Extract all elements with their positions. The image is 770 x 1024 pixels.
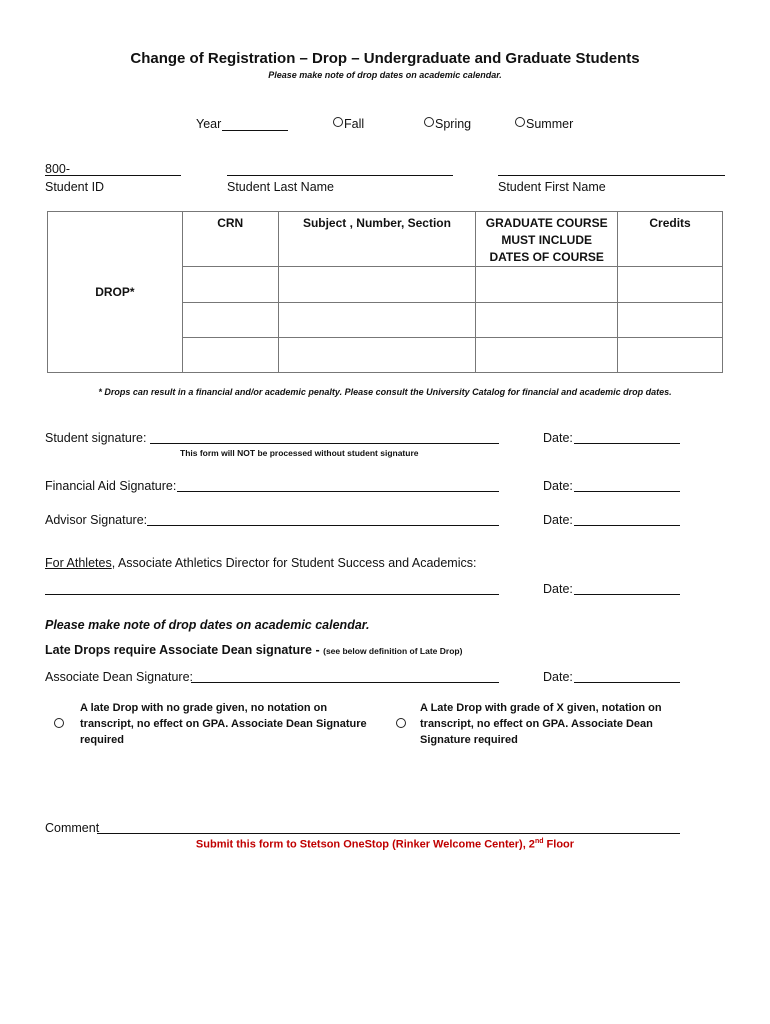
graduate-header-line-1: GRADUATE COURSE (485, 216, 608, 230)
associate-dean-date-field[interactable] (574, 682, 680, 683)
option-2-line-1: A Late Drop with grade of X given, notation on (420, 702, 662, 714)
drop-penalty-note: * Drops can result in a financial and/or academic penalty. Please consult the University Catalog for financial and academic drop dates. (98, 387, 672, 397)
spring-option[interactable] (424, 117, 471, 131)
crn-cell[interactable] (182, 338, 278, 373)
student-signature-note: This form will NOT be processed without student signature (180, 448, 419, 458)
fall-option[interactable] (333, 117, 364, 131)
student-id-label: Student ID (45, 180, 105, 194)
subject-header: Subject , Number, Section (278, 212, 476, 267)
credits-cell[interactable] (618, 267, 723, 303)
summer-radio-icon[interactable] (515, 117, 525, 127)
dates-cell[interactable] (476, 267, 618, 303)
option-1-line-1: A late Drop with no grade given, no notation on (80, 702, 328, 714)
late-drop-option-2-radio-icon[interactable] (396, 718, 406, 728)
form-subtitle: Please make note of drop dates on academic calendar. (268, 70, 502, 80)
associate-dean-signature-label: Associate Dean Signature: (45, 670, 194, 684)
submit-superscript: nd (534, 838, 544, 845)
spring-label: Spring (435, 117, 472, 131)
student-last-name-field[interactable] (227, 175, 453, 176)
late-drop-option-1-radio-icon[interactable] (54, 718, 64, 728)
submit-instructions (0, 838, 770, 851)
athletes-link: For Athletes (45, 556, 112, 570)
student-id-prefix: 800- (45, 162, 71, 176)
athletes-date-field[interactable] (574, 594, 680, 595)
crn-header: CRN (182, 212, 278, 267)
fall-label: Fall (344, 117, 365, 131)
option-1-line-2: transcript, no effect on GPA. Associate Dean Signature (80, 718, 367, 730)
graduate-header-line-2: MUST INCLUDE (501, 233, 593, 247)
subject-cell[interactable] (278, 338, 476, 373)
subject-cell[interactable] (278, 267, 476, 303)
option-2-line-2: transcript, no effect on GPA. Associate Dean (420, 718, 653, 730)
advisor-signature-field[interactable] (147, 525, 499, 526)
student-date-label: Date: (543, 431, 573, 445)
spring-radio-icon[interactable] (424, 117, 434, 127)
fall-radio-icon[interactable] (333, 117, 343, 127)
student-id-field[interactable] (45, 175, 181, 176)
crn-cell[interactable] (182, 267, 278, 303)
athletes-date-label: Date: (543, 582, 573, 596)
student-first-name-field[interactable] (498, 175, 725, 176)
graduate-header-line-3: DATES OF COURSE (489, 250, 604, 264)
comment-field[interactable] (97, 833, 680, 834)
advisor-date-label: Date: (543, 513, 573, 527)
dates-cell[interactable] (476, 338, 618, 373)
drop-course-table (47, 211, 723, 373)
drop-row-label: DROP* (48, 212, 183, 373)
option-1-line-3: required (80, 734, 125, 746)
submit-suffix: Floor (543, 838, 575, 851)
associate-dean-date-label: Date: (543, 670, 573, 684)
late-drop-option-2 (420, 700, 662, 748)
late-drop-heading-text: Late Drops require Associate Dean signature - (45, 643, 320, 657)
graduate-course-header (476, 212, 618, 267)
credits-cell[interactable] (618, 338, 723, 373)
financial-aid-date-label: Date: (543, 479, 573, 493)
summer-label: Summer (526, 117, 574, 131)
financial-aid-signature-field[interactable] (177, 491, 499, 492)
form-title: Change of Registration – Drop – Undergraduate and Graduate Students (130, 50, 640, 67)
athletes-label (45, 556, 476, 570)
associate-dean-signature-field[interactable] (191, 682, 499, 683)
student-first-name-label: Student First Name (498, 180, 606, 194)
athletes-label-rest: , Associate Athletics Director for Student Success and Academics: (111, 556, 477, 570)
year-label: Year (196, 117, 222, 131)
crn-cell[interactable] (182, 303, 278, 338)
advisor-signature-label: Advisor Signature: (45, 513, 148, 527)
credits-header: Credits (618, 212, 723, 267)
year-field[interactable] (222, 130, 288, 131)
summer-option[interactable] (515, 117, 573, 131)
student-signature-label: Student signature: (45, 431, 147, 445)
financial-aid-signature-label: Financial Aid Signature: (45, 479, 177, 493)
option-2-line-3: Signature required (420, 734, 518, 746)
calendar-reminder: Please make note of drop dates on academic calendar. (45, 618, 370, 632)
student-signature-field[interactable] (150, 443, 499, 444)
subject-cell[interactable] (278, 303, 476, 338)
financial-aid-date-field[interactable] (574, 491, 680, 492)
late-drop-heading (45, 643, 462, 657)
comment-label: Comment (45, 821, 100, 835)
student-last-name-label: Student Last Name (227, 180, 335, 194)
dates-cell[interactable] (476, 303, 618, 338)
credits-cell[interactable] (618, 303, 723, 338)
submit-text: Submit this form to Stetson OneStop (Rinker Welcome Center), 2 (195, 838, 535, 851)
late-drop-heading-note: (see below definition of Late Drop) (323, 646, 463, 656)
advisor-date-field[interactable] (574, 525, 680, 526)
student-date-field[interactable] (574, 443, 680, 444)
late-drop-option-1 (80, 700, 367, 748)
athletes-signature-field[interactable] (45, 594, 499, 595)
